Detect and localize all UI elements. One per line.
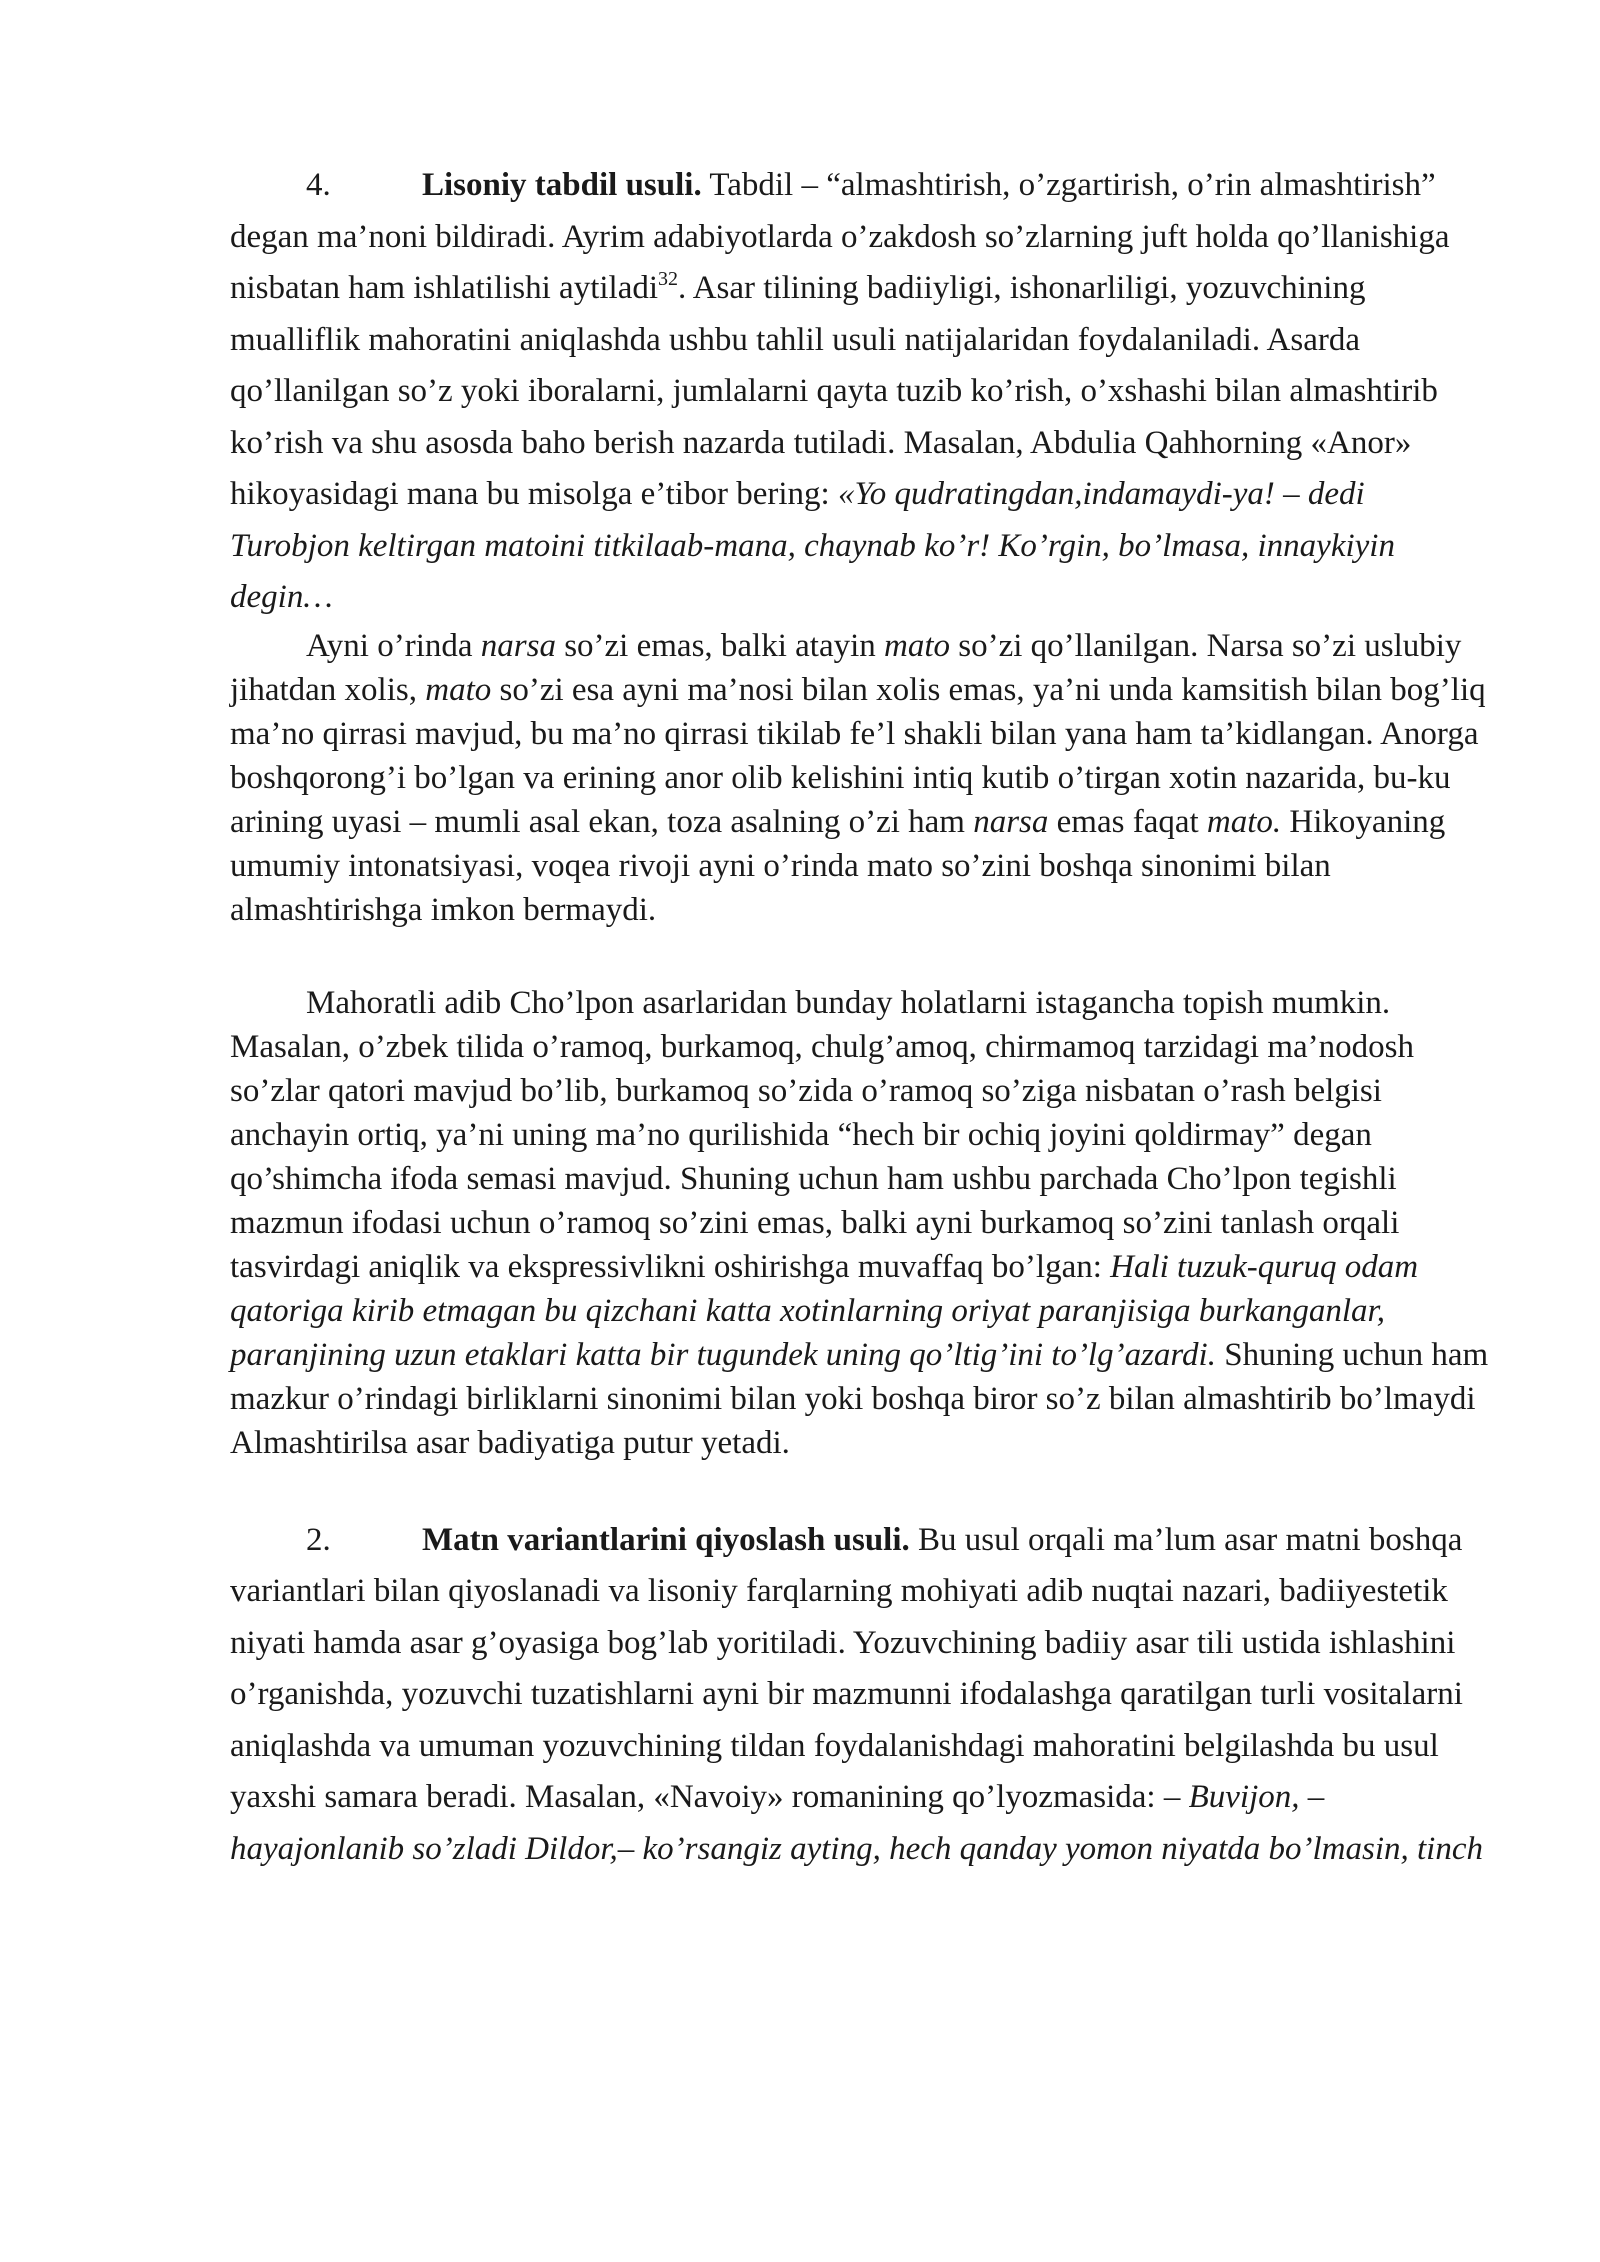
paragraph-text: so’zi emas, balki atayin bbox=[555, 627, 885, 664]
paragraph-ayni-orinda bbox=[230, 624, 1490, 932]
quotation: Hali tuzuk-quruq odam qatoriga kirib etmagan bu qizchani katta xotinlarning oriyat paranjisiga burkanganlar, paranjining uzun etaklari katta bir tugundek uning qo’ltig’ini to’lg’azardi. bbox=[230, 1248, 1419, 1373]
paragraph-text: Bu usul orqali ma’lum asar matni boshqa variantlari bilan qiyoslanadi va lisoniy farqlarning mohiyati adib nuqtai nazari, badiiyestetik niyati hamda asar g’oyasiga bog’lab yoritiladi. Yozuvchining badiiy asar tili ustida ishlashini o’rganishda, yozuvchi tuzatishlarni ayni bir mazmunni ifodalashga qaratilgan turli vositalarni aniqlashda va umuman yozuvchining tildan foydalanishdagi mahoratini belgilashda bu usul yaxshi samara beradi. Masalan, «Navoiy» romanining qo’lyozmasida: bbox=[230, 1521, 1463, 1815]
emphasis-word: mato bbox=[425, 671, 492, 708]
paragraph-text: Hikoyaning umumiy intonatsiyasi, voqea rivoji ayni o’rinda mato so’zini boshqa sinonimi bilan almashtirishga imkon bermaydi. bbox=[230, 803, 1446, 928]
paragraph-text: Tabdil – “almashtirish, o’zgartirish, o’rin almashtirish” degan ma’noni bildiradi. Ayrim adabiyotlarda o’zakdosh so’zlarning juft holda qo’llanishiga nisbatan ham ishlatilishi aytiladi bbox=[230, 167, 1450, 306]
quotation: – Buvijon, – hayajonlanib so’zladi Dildor,– ko’rsangiz ayting, hech qanday yomon niyatda bo’lmasin, tinch bbox=[230, 1779, 1483, 1867]
emphasis-word: narsa bbox=[480, 627, 556, 664]
paragraph-text: Mahoratli adib Cho’lpon asarlaridan bunday holatlarni istagancha topish mumkin. Masalan, o’zbek tilida o’ramoq, burkamoq, chulg’amoq, chirmamoq tarzidagi ma’nodosh so’zlar qatori mavjud bo’lib, burkamoq so’zida o’ramoq so’ziga nisbatan o’rash belgisi anchayin ortiq, ya’ni uning ma’no qurilishida “hech bir ochiq joyini qoldirmay” degan qo’shimcha ifoda semasi mavjud. Shuning uchun ham ushbu parchada Cho’lpon tegishli mazmun ifodasi uchun o’ramoq so’zini emas, balki ayni burkamoq so’zini tanlash orqali tasvirdagi aniqlik va ekspressivlikni oshirishga muvaffaq bo’lgan: bbox=[230, 984, 1414, 1285]
section-heading: Lisoniy tabdil usuli. bbox=[422, 167, 702, 203]
section-heading: Matn variantlarini qiyoslash usuli. bbox=[422, 1521, 910, 1558]
paragraph-text: so’zi qo’llanilgan. Narsa so’zi uslubiy jihatdan xolis, bbox=[230, 627, 1462, 708]
footnote-reference[interactable]: 32 bbox=[658, 268, 679, 290]
emphasis-word: narsa bbox=[973, 803, 1049, 840]
paragraph-text: so’zi esa ayni ma’nosi bilan xolis emas, ya’ni unda kamsitish bilan bog’liq ma’no qirrasi mavjud, bu ma’no qirrasi tikilab fe’l shakli bilan yana ham ta’kidlangan. Anorga boshqorong’i bo’lgan va erining anor olib kelishini intiq kutib o’tirgan xotin nazarida, bu-ku arining uyasi – mumli asal ekan, toza asalning o’zi ham bbox=[230, 671, 1486, 840]
section-number: 2. bbox=[306, 1521, 331, 1558]
paragraph-text: . Asar tilining badiiyligi, ishonarliligi, yozuvchining mualliflik mahoratini aniqlashda ushbu tahlil usuli natijalaridan foydalaniladi. Asarda qo’llanilgan so’z yoki iboralarni, jumlalarni qayta tuzib ko’rish, o’xshashi bilan almashtirib ko’rish va shu asosda baho berish nazarda tutiladi. Masalan, Abdulia Qahhorning «Anor» hikoyasidagi mana bu misolga e’tibor bering: bbox=[230, 270, 1438, 512]
paragraph-spacer bbox=[230, 932, 1490, 981]
emphasis-word: mato bbox=[884, 627, 951, 664]
section-matn-variantlari bbox=[230, 1515, 1490, 1876]
paragraph-text: Ayni o’rinda bbox=[306, 627, 481, 664]
section-number: 4. bbox=[306, 167, 331, 203]
quotation: «Yo qudratingdan,indamaydi-ya! – dedi Turobjon keltirgan matoini titkilaab-mana, chaynab ko’r! Ko’rgin, bo’lmasa, innaykiyin degin… bbox=[230, 476, 1395, 615]
paragraph-text: Shuning uchun ham mazkur o’rindagi birliklarni sinonimi bilan yoki boshqa biror so’z bilan almashtirib bo’lmaydi Almashtirilsa asar badiyatiga putur yetadi. bbox=[230, 1336, 1489, 1461]
emphasis-word: mato. bbox=[1206, 803, 1282, 840]
paragraph-spacer bbox=[230, 1465, 1490, 1515]
section-lisoniy-tabdil bbox=[230, 160, 1490, 624]
paragraph-mahoratli-adib bbox=[230, 981, 1490, 1465]
document-page bbox=[230, 160, 1490, 1875]
paragraph-text: emas faqat bbox=[1048, 803, 1207, 840]
